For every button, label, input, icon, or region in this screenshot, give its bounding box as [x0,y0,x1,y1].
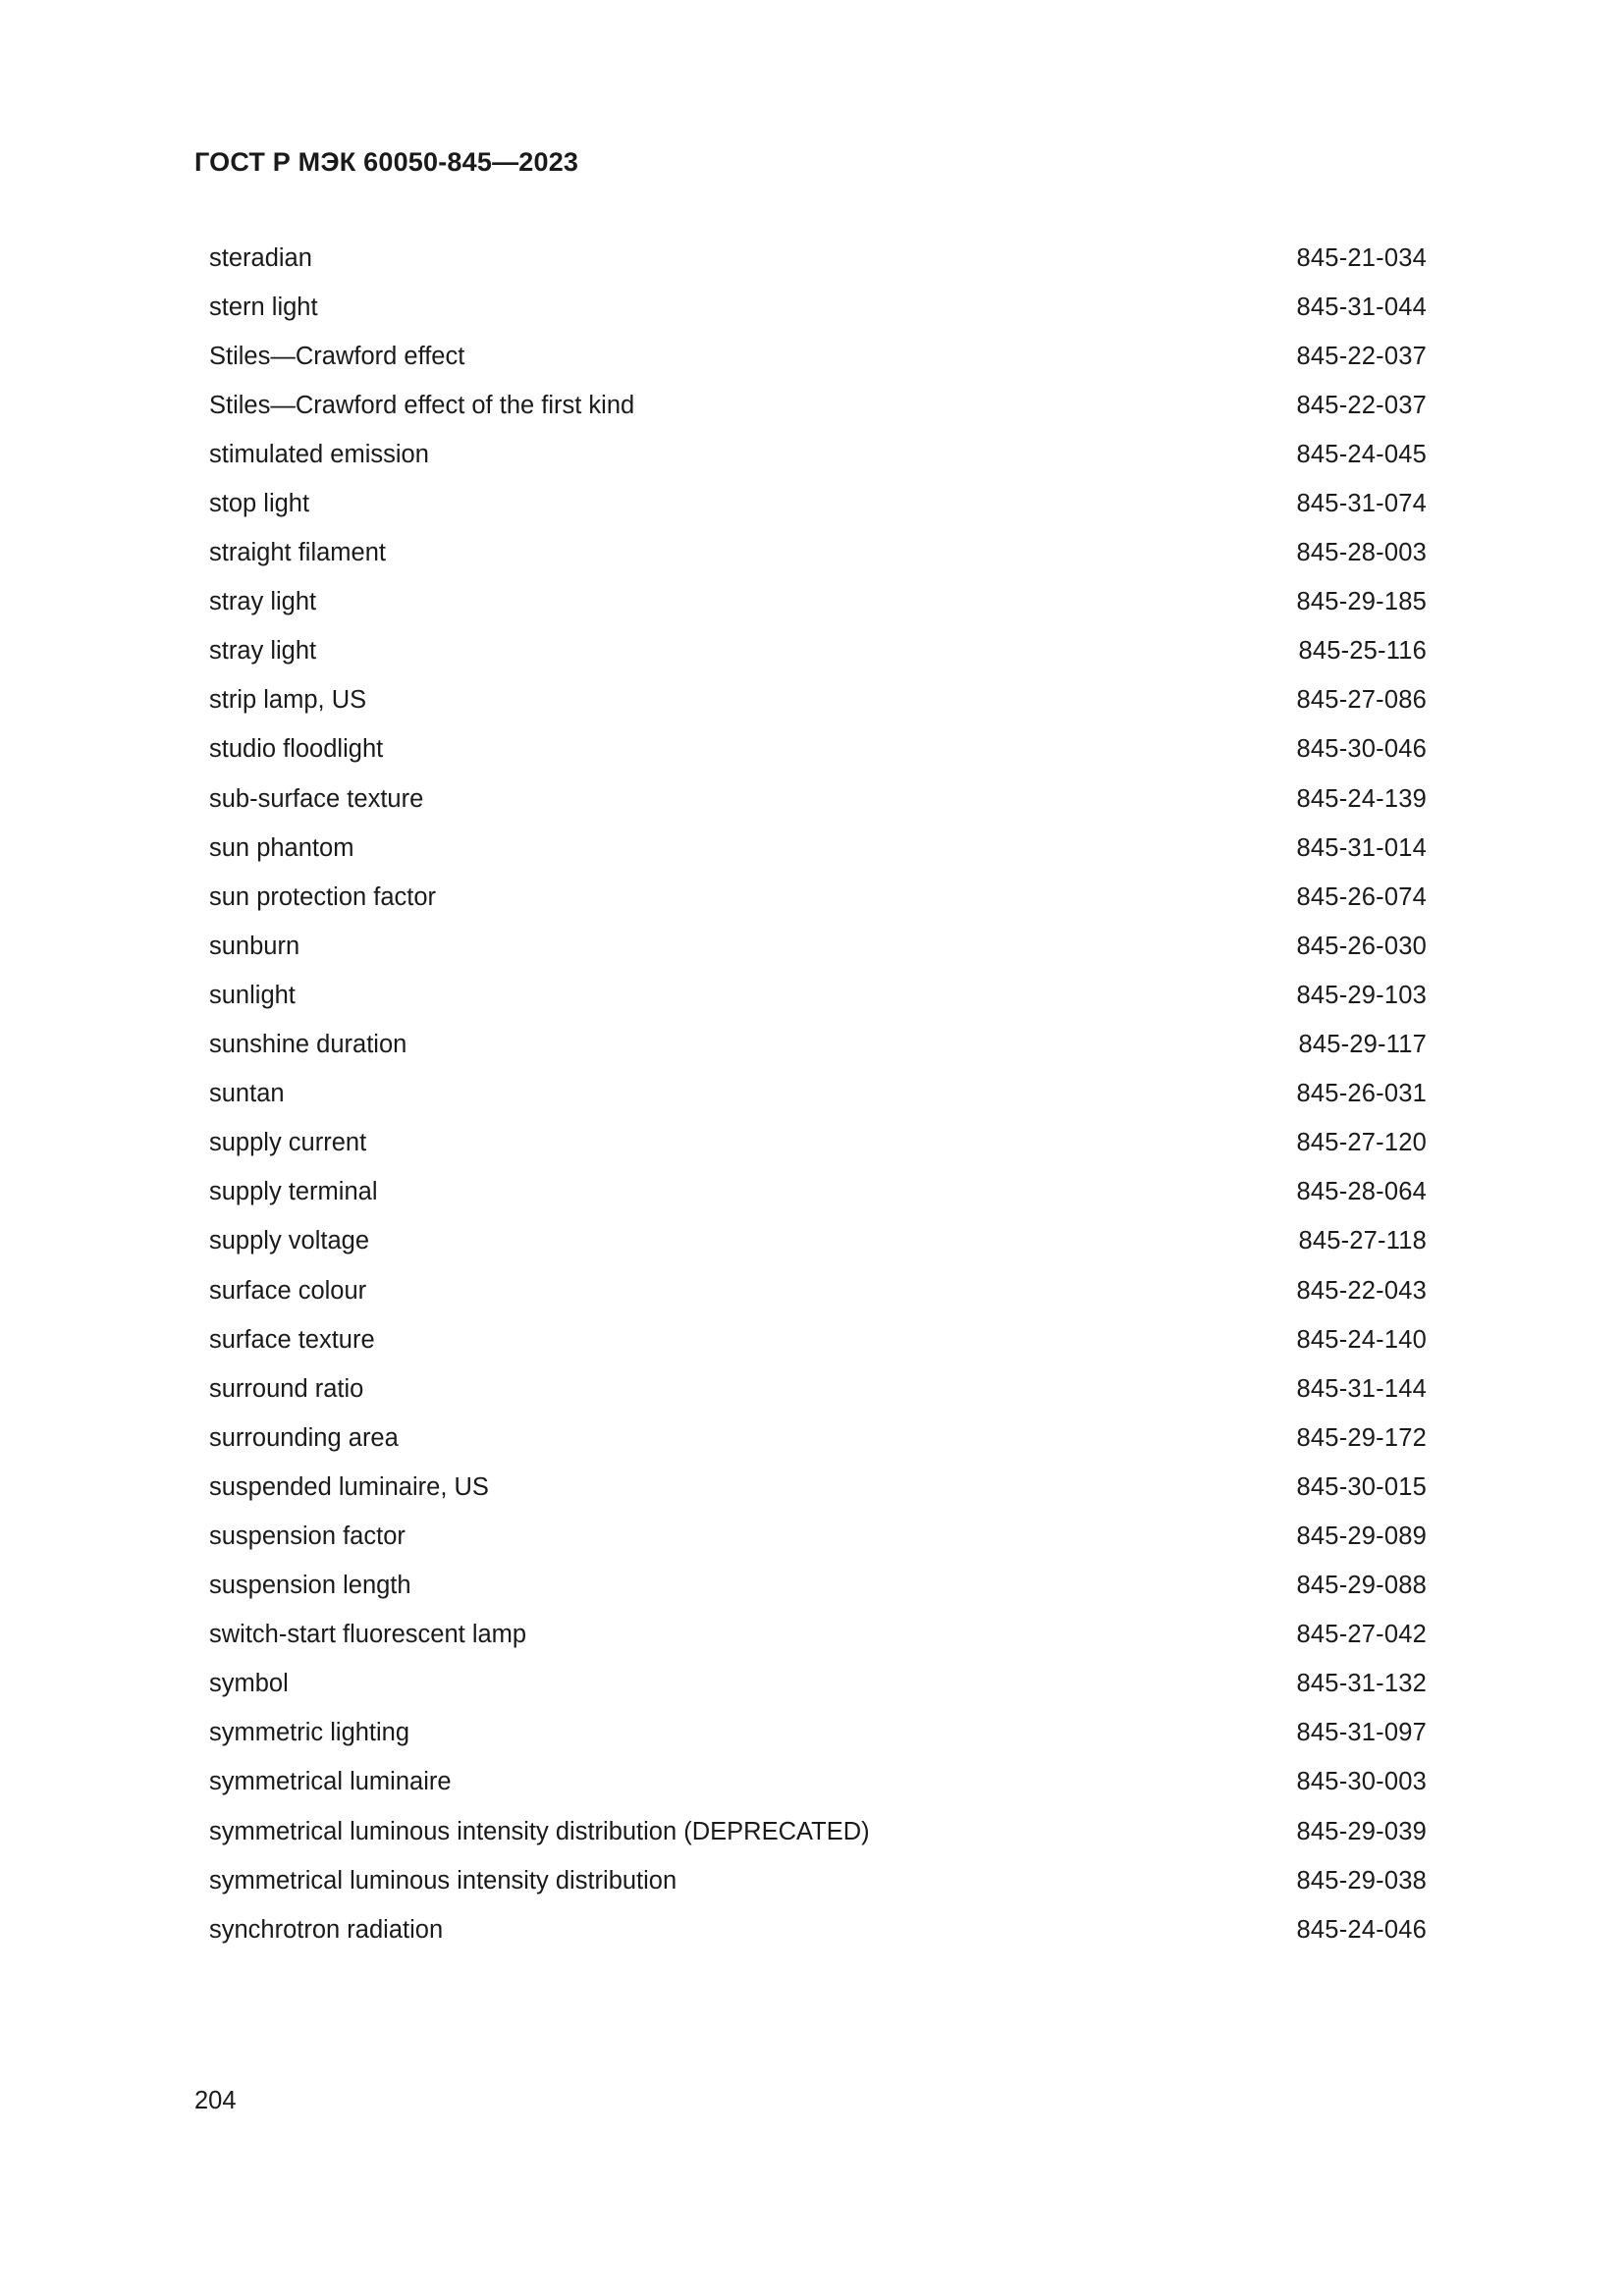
index-term-code: 845-29-088 [1296,1572,1427,1600]
index-term-code: 845-31-044 [1296,293,1427,321]
index-term: supply voltage [209,1227,370,1255]
index-term-code: 845-24-140 [1296,1325,1427,1354]
index-term: suspended luminaire, US [209,1472,489,1501]
index-entry [209,479,1427,528]
index-term: suspension factor [209,1522,406,1550]
index-term: supply terminal [209,1178,378,1206]
index-term-code: 845-26-074 [1296,882,1427,911]
index-term-code: 845-31-074 [1296,490,1427,518]
index-entry [209,1070,1427,1119]
index-entry [209,676,1427,725]
index-term: stray light [209,588,317,616]
index-term: stop light [209,490,310,518]
index-entry [209,1562,1427,1611]
index-term-code: 845-30-046 [1296,735,1427,764]
index-term: surface texture [209,1325,375,1354]
index-term-code: 845-27-118 [1298,1227,1427,1255]
index-term: surrounding area [209,1423,399,1452]
index-entry [209,1217,1427,1266]
index-term: symmetric lighting [209,1719,410,1747]
index-term: suntan [209,1080,285,1108]
index-term-code: 845-31-014 [1296,833,1427,862]
page-header-standard-code: ГОСТ Р МЭК 60050-845—2023 [194,147,579,177]
index-entry [209,1315,1427,1364]
index-entry [209,725,1427,774]
index-term-code: 845-31-097 [1296,1719,1427,1747]
index-term-code: 845-29-039 [1296,1817,1427,1845]
index-entry [209,971,1427,1020]
index-term-code: 845-26-031 [1296,1080,1427,1108]
index-entry [209,332,1427,381]
index-term-code: 845-24-045 [1296,440,1427,468]
index-term-code: 845-26-030 [1296,932,1427,960]
index-term: sun phantom [209,833,354,862]
index-entry [209,1709,1427,1758]
index-term: surround ratio [209,1374,364,1403]
index-term-code: 845-27-086 [1296,686,1427,715]
index-term: sun protection factor [209,882,437,911]
index-term-code: 845-29-172 [1296,1423,1427,1452]
index-term: studio floodlight [209,735,384,764]
index-entry [209,430,1427,479]
index-entry [209,1463,1427,1512]
index-term-code: 845-25-116 [1298,637,1427,666]
index-entry [209,1758,1427,1807]
index-term-code: 845-29-089 [1296,1522,1427,1550]
index-term: Stiles—Crawford effect [209,342,465,370]
index-entry [209,627,1427,676]
index-entry [209,1168,1427,1217]
index-term: stimulated emission [209,440,429,468]
index-term: sunlight [209,981,296,1009]
index-entry [209,774,1427,824]
index-entry [209,1414,1427,1463]
index-term-code: 845-28-064 [1296,1178,1427,1206]
index-term: symbol [209,1670,289,1698]
index-entry [209,1905,1427,1954]
index-term: synchrotron radiation [209,1915,444,1944]
page-number: 204 [194,2087,237,2114]
index-entry [209,529,1427,578]
index-entry [209,283,1427,332]
index-entry [209,873,1427,922]
index-term: sub-surface texture [209,784,424,813]
index-term-code: 845-29-038 [1296,1866,1427,1895]
index-term-code: 845-22-037 [1296,391,1427,419]
index-entry [209,578,1427,627]
term-index-list [209,234,1427,1954]
index-term-code: 845-29-185 [1296,588,1427,616]
index-entry [209,1660,1427,1709]
index-term-code: 845-24-139 [1296,784,1427,813]
index-entry [209,824,1427,873]
index-term-code: 845-27-120 [1296,1129,1427,1157]
index-entry [209,1611,1427,1660]
index-term-code: 845-29-103 [1296,981,1427,1009]
index-term: sunshine duration [209,1031,407,1059]
index-term: symmetrical luminous intensity distribution (DEPRECATED) [209,1817,870,1845]
index-term-code: 845-30-015 [1296,1472,1427,1501]
index-term-code: 845-31-144 [1296,1374,1427,1403]
index-term: stray light [209,637,317,666]
index-entry [209,1266,1427,1315]
index-entry [209,1364,1427,1414]
index-term-code: 845-22-037 [1296,342,1427,370]
index-term-code: 845-24-046 [1296,1915,1427,1944]
index-term: strip lamp, US [209,686,367,715]
index-entry [209,1807,1427,1856]
index-term-code: 845-28-003 [1296,539,1427,567]
index-term-code: 845-27-042 [1296,1621,1427,1649]
index-entry [209,381,1427,430]
index-entry [209,1856,1427,1905]
index-term: supply current [209,1129,367,1157]
index-term-code: 845-31-132 [1296,1670,1427,1698]
index-term: stern light [209,293,318,321]
index-term: straight filament [209,539,386,567]
index-term: switch-start fluorescent lamp [209,1621,527,1649]
index-entry [209,234,1427,283]
index-term: sunburn [209,932,300,960]
index-entry [209,922,1427,971]
index-term-code: 845-21-034 [1296,243,1427,272]
index-term-code: 845-30-003 [1296,1768,1427,1796]
index-entry [209,1512,1427,1561]
index-term: surface colour [209,1276,367,1305]
index-term-code: 845-22-043 [1296,1276,1427,1305]
index-term: symmetrical luminaire [209,1768,452,1796]
index-term: steradian [209,243,312,272]
index-term-code: 845-29-117 [1298,1031,1427,1059]
index-entry [209,1119,1427,1168]
index-term: suspension length [209,1572,411,1600]
index-entry [209,1021,1427,1070]
index-term: symmetrical luminous intensity distribution [209,1866,677,1895]
index-term: Stiles—Crawford effect of the first kind [209,391,635,419]
